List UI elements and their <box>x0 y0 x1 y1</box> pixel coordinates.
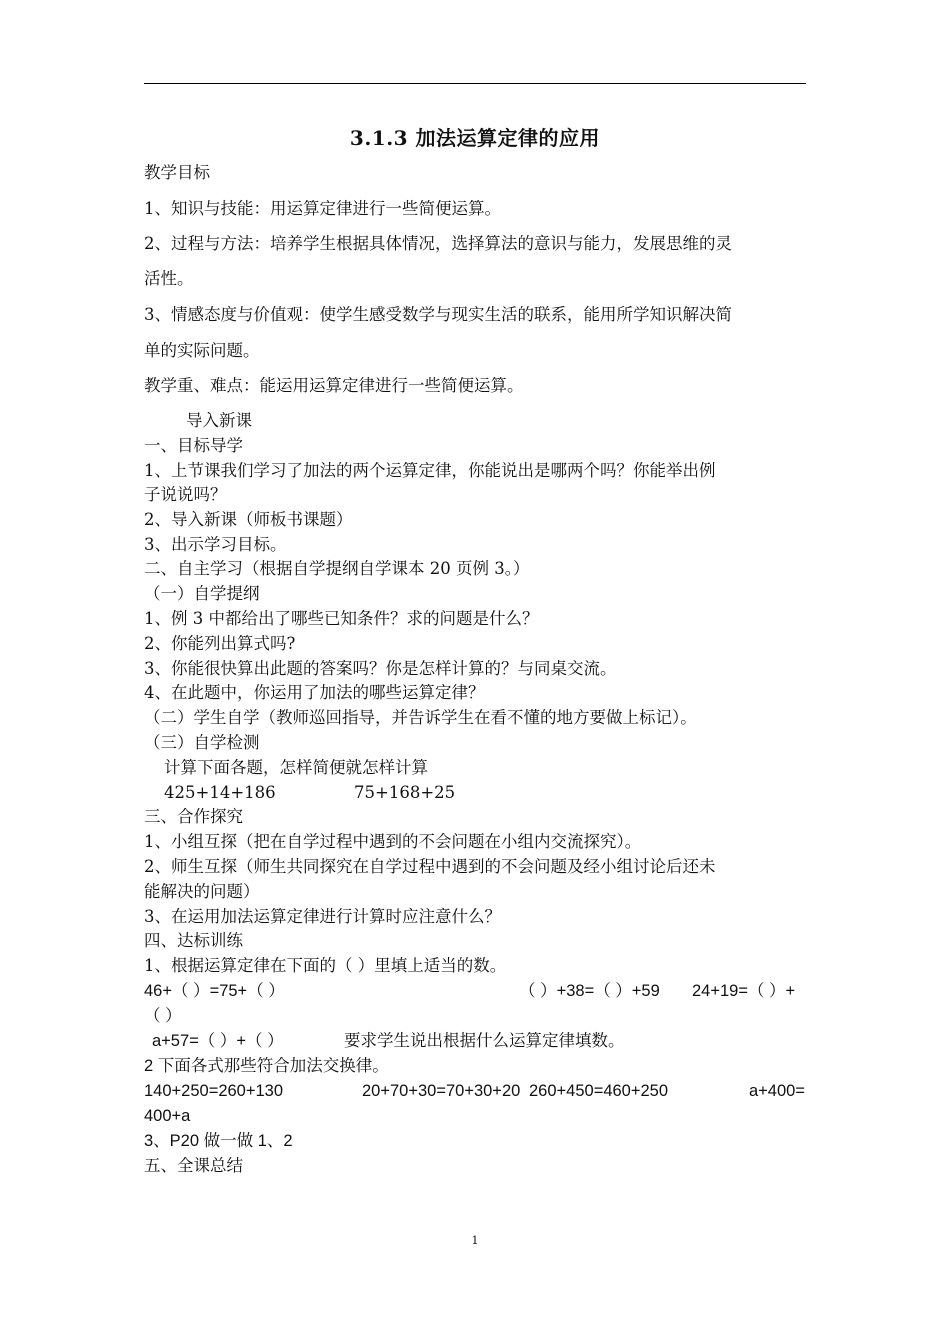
section4-item3: 3、P20 做一做 1、2 <box>144 1132 293 1150</box>
fill-expression-1: 46+（ ）=75+（ ） <box>144 982 285 1000</box>
section2-question1: 1、例 3 中都给出了哪些已知条件？求的问题是什么？ <box>144 609 539 628</box>
section1-heading: 一、目标导学 <box>144 436 243 455</box>
fill-instruction: 要求学生说出根据什么运算定律填数。 <box>344 1031 625 1050</box>
fill-expression-2: （ ）+38=（ ）+59 <box>519 982 660 1000</box>
exercise-expression-1: 425+14+186 <box>164 783 276 802</box>
fill-expression-3: 24+19=（ ）+ <box>692 982 796 1000</box>
section2-question3: 3、你能很快算出此题的答案吗？你是怎样计算的？与同桌交流。 <box>144 659 617 678</box>
section1-item3: 3、出示学习目标。 <box>144 535 287 554</box>
fill-expression-3-cont: （ ） <box>144 1007 182 1025</box>
fill-expression-4: a+57=（ ）+（ ） <box>152 1032 284 1050</box>
equation-2: 20+70+30=70+30+20 <box>362 1082 521 1100</box>
section3-heading: 三、合作探究 <box>144 807 243 826</box>
section3-item3: 3、在运用加法运算定律进行计算时应注意什么？ <box>144 907 501 926</box>
section4-item2: 2 下面各式那些符合加法交换律。 <box>144 1057 389 1075</box>
section1-item1-line1: 1、上节课我们学习了加法的两个运算定律，你能说出是哪两个吗？你能举出例 <box>144 461 716 480</box>
section1-item2: 2、导入新课（师板书课题） <box>144 510 353 529</box>
section2-question4: 4、在此题中，你运用了加法的哪些运算定律？ <box>144 683 485 702</box>
section2-heading: 二、自主学习（根据自学提纲自学课本 20 页例 3。） <box>144 559 530 578</box>
page-number: 1 <box>471 1234 479 1247</box>
section3-item2-line1: 2、师生互探（师生共同探究在自学过程中遇到的不会问题及经小组讨论后还未 <box>144 857 716 876</box>
section4-heading: 四、达标训练 <box>144 931 243 950</box>
equation-4: a+400= <box>749 1082 805 1100</box>
section3-item2-line2: 能解决的问题） <box>144 882 260 901</box>
goal-process-line1: 2、过程与方法：培养学生根据具体情况，选择算法的意识与能力，发展思维的灵 <box>144 234 732 253</box>
section2-calc-intro: 计算下面各题，怎样简便就怎样计算 <box>164 758 428 777</box>
section2-sub3: （三）自学检测 <box>144 733 260 752</box>
equation-4-cont: 400+a <box>144 1107 191 1125</box>
goal-process-line2: 活性。 <box>144 269 194 288</box>
intro-heading: 导入新课 <box>186 411 252 430</box>
equation-3: 260+450=460+250 <box>529 1082 669 1100</box>
section1-item1-line2: 子说说吗？ <box>144 485 227 504</box>
goal-knowledge: 1、知识与技能：用运算定律进行一些简便运算。 <box>144 199 501 218</box>
equation-1: 140+250=260+130 <box>144 1082 284 1100</box>
document-title: 3.1.3 加法运算定律的应用 <box>349 126 601 150</box>
key-points: 教学重、难点：能运用运算定律进行一些简便运算。 <box>144 376 524 395</box>
goals-heading: 教学目标 <box>144 163 210 182</box>
header-rule <box>144 83 806 84</box>
exercise-expression-2: 75+168+25 <box>354 783 456 802</box>
section2-question2: 2、你能列出算式吗? <box>144 634 296 653</box>
goal-emotion-line2: 单的实际问题。 <box>144 341 260 360</box>
section2-sub2: （二）学生自学（教师巡回指导，并告诉学生在看不懂的地方要做上标记）。 <box>144 708 697 727</box>
goal-emotion-line1: 3、情感态度与价值观：使学生感受数学与现实生活的联系，能用所学知识解决简 <box>144 305 732 324</box>
section2-sub1: （一）自学提纲 <box>144 584 260 603</box>
section3-item1: 1、小组互探（把在自学过程中遇到的不会问题在小组内交流探究）。 <box>144 832 642 851</box>
section5-heading: 五、全课总结 <box>144 1156 243 1175</box>
section4-item1: 1、根据运算定律在下面的（ ）里填上适当的数。 <box>144 956 507 975</box>
